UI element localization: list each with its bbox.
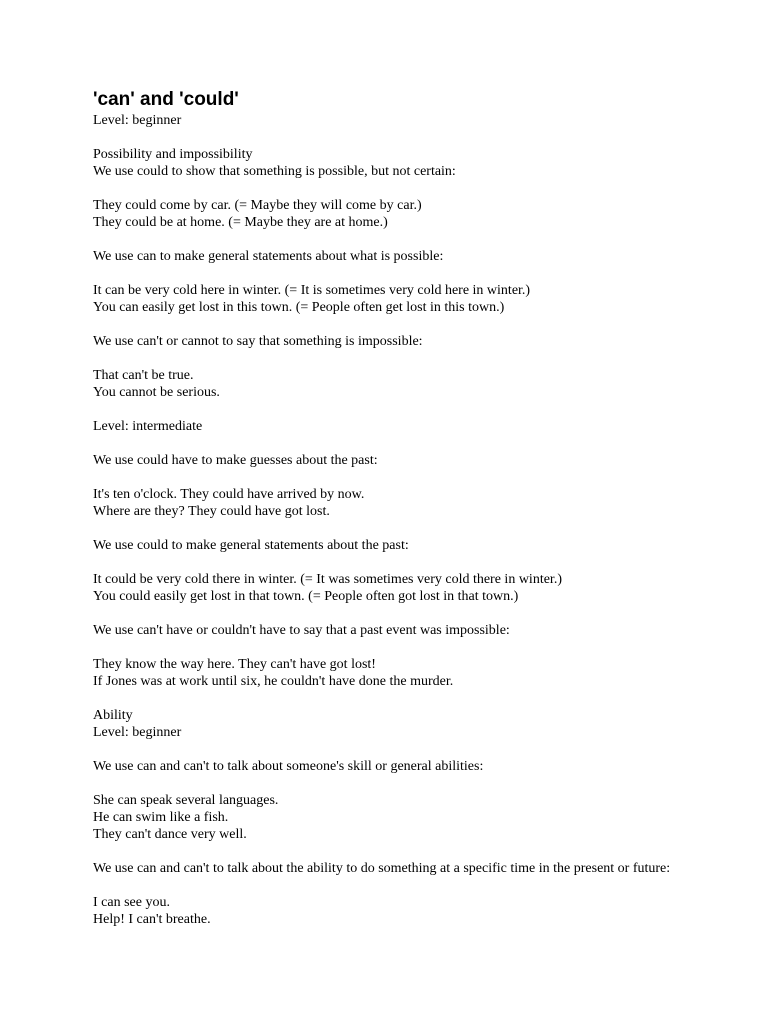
text-line: We use could have to make guesses about the past: (93, 453, 378, 468)
blank-line (93, 554, 693, 571)
example-line: They could be at home. (= Maybe they are at home.) (93, 215, 388, 230)
example-line: They can't dance very well. (93, 827, 247, 842)
blank-line (93, 605, 693, 622)
example-line: Where are they? They could have got lost. (93, 504, 330, 519)
blank-line (93, 639, 693, 656)
blank-line (93, 231, 693, 248)
example-line: You cannot be serious. (93, 385, 220, 400)
example-line: If Jones was at work until six, he couldn't have done the murder. (93, 674, 454, 689)
blank-line (93, 180, 693, 197)
example-line: It's ten o'clock. They could have arrived by now. (93, 487, 365, 502)
level-label: Level: intermediate (93, 419, 203, 434)
text-paragraph: We use can and can't to talk about the ability to do something at a specific time in the present or future: (93, 861, 671, 876)
section-heading: Possibility and impossibility (93, 147, 253, 162)
blank-line (93, 129, 693, 146)
blank-line (93, 469, 693, 486)
text-line: We use can't have or couldn't have to say that a past event was impossible: (93, 623, 510, 638)
document-title: 'can' and 'could' (93, 89, 239, 110)
blank-line (93, 843, 693, 860)
example-line: You can easily get lost in this town. (= People often get lost in this town.) (93, 300, 505, 315)
text-line: We use can and can't to talk about someone's skill or general abilities: (93, 759, 484, 774)
example-line: It can be very cold here in winter. (= It is sometimes very cold here in winter.) (93, 283, 531, 298)
example-line: It could be very cold there in winter. (= It was sometimes very cold there in winter.) (93, 572, 562, 587)
blank-line (93, 520, 693, 537)
example-line: They could come by car. (= Maybe they will come by car.) (93, 198, 422, 213)
blank-line (93, 877, 693, 894)
blank-line (93, 690, 693, 707)
blank-line (93, 741, 693, 758)
example-line: He can swim like a fish. (93, 810, 229, 825)
text-line: We use could to show that something is possible, but not certain: (93, 164, 456, 179)
text-line: Level: beginner (93, 113, 182, 128)
example-line: I can see you. (93, 895, 170, 910)
blank-line (93, 265, 693, 282)
text-line: We use can't or cannot to say that something is impossible: (93, 334, 423, 349)
blank-line (93, 316, 693, 333)
example-line: Help! I can't breathe. (93, 912, 211, 927)
text-line: We use could to make general statements about the past: (93, 538, 409, 553)
blank-line (93, 775, 693, 792)
example-line: They know the way here. They can't have got lost! (93, 657, 376, 672)
section-heading: Ability (93, 708, 133, 723)
text-line: We use can to make general statements about what is possible: (93, 249, 444, 264)
document-body (93, 112, 693, 928)
level-label: Level: beginner (93, 725, 182, 740)
document-page (93, 88, 693, 928)
blank-line (93, 401, 693, 418)
blank-line (93, 435, 693, 452)
example-line: She can speak several languages. (93, 793, 279, 808)
example-line: That can't be true. (93, 368, 194, 383)
example-line: You could easily get lost in that town. (= People often got lost in that town.) (93, 589, 519, 604)
blank-line (93, 350, 693, 367)
